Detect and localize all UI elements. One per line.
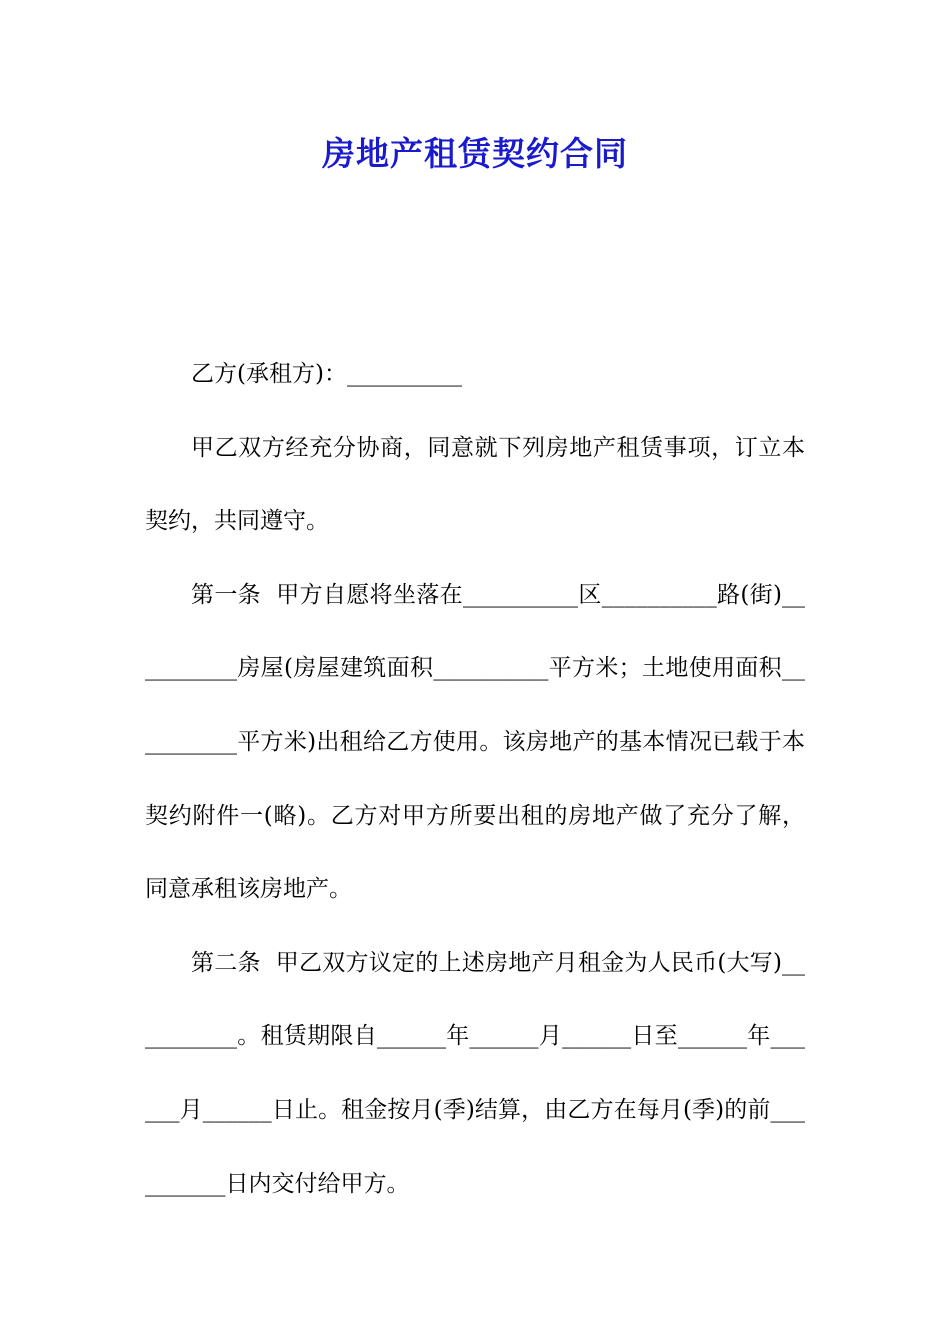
document-title: 房地产租赁契约合同 <box>322 134 628 173</box>
document-body <box>145 338 805 1221</box>
agreement-intro-paragraph: 甲乙双方经充分协商，同意就下列房地产租赁事项，订立本契约，共同遵守。 <box>145 434 805 535</box>
article-one-paragraph: 第一条 甲方自愿将坐落在__________区__________路(街)__________房屋(房屋建筑面积__________平方米；土地使用面积__________平方米)出租给乙方使用。该房地产的基本情况已载于本契约附件一(略)。乙方对甲方所要出租的房地产做了充分了解，同意承租该房地产。 <box>145 581 805 903</box>
party-b-line: 乙方(承租方)：__________ <box>191 361 462 387</box>
article-two-paragraph: 第二条 甲乙双方议定的上述房地产月租金为人民币(大写)__________。租赁期限自______年______月______日至______年______月______日止。租金按月(季)结算，由乙方在每月(季)的前__________日内交付给甲方。 <box>145 949 805 1197</box>
